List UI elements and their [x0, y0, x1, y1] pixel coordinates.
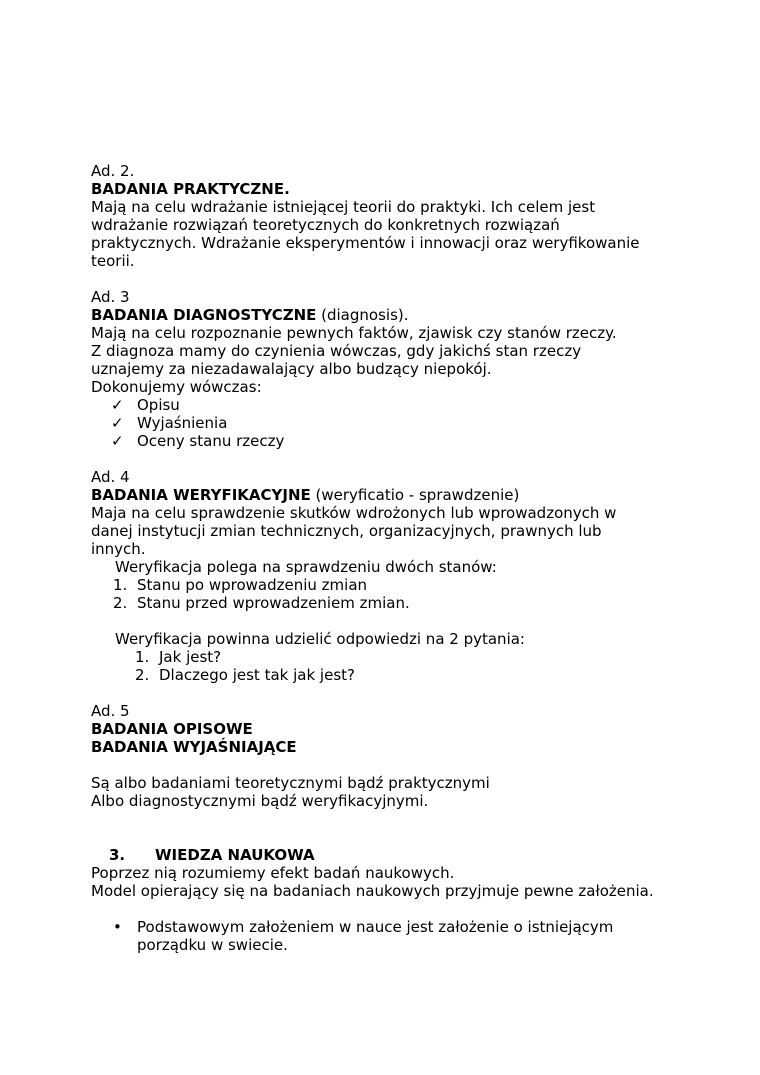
ad4-line-2: danej instytucji zmian technicznych, organizacyjnych, prawnych lub	[91, 522, 602, 540]
ad5-label: Ad. 5	[91, 702, 130, 720]
section-3-line-1: Poprzez nią rozumiemy efekt badań naukowych.	[91, 864, 455, 882]
ad3-line-1: Mają na celu rozpoznanie pewnych faktów, zjawisk czy stanów rzeczy.	[91, 324, 617, 342]
ad4-indent-line-2: Weryfikacja powinna udzielić odpowiedzi na 2 pytania:	[115, 630, 525, 648]
list-item: ✓ Oceny stanu rzeczy	[111, 432, 285, 450]
list-item: ✓ Wyjaśnienia	[111, 414, 228, 432]
list-item: • Podstawowym założeniem w nauce jest założenie o istniejącym porządku w swiecie.	[113, 918, 614, 954]
list-item: 2. Stanu przed wprowadzeniem zmian.	[113, 594, 410, 612]
ad2-line-2: wdrażanie rozwiązań teoretycznych do konkretnych rozwiązań	[91, 216, 560, 234]
list-item: ✓ Opisu	[111, 396, 180, 414]
ad5-heading-2: BADANIA WYJAŚNIAJĄCE	[91, 738, 297, 756]
ad3-line-3: uznajemy za niezadawalający albo budzący niepokój.	[91, 360, 492, 378]
ad4-heading-line	[91, 486, 691, 504]
ad3-line-4: Dokonujemy wówczas:	[91, 378, 262, 396]
ad3-label: Ad. 3	[91, 288, 130, 306]
ad2-label: Ad. 2.	[91, 162, 135, 180]
document-page	[91, 162, 691, 954]
ad5-line-1: Są albo badaniami teoretycznymi bądź praktycznymi	[91, 774, 490, 792]
ad4-line-1: Maja na celu sprawdzenie skutków wdrożonych lub wprowadzonych w	[91, 504, 617, 522]
ad2-line-3: praktycznych. Wdrażanie eksperymentów i innowacji oraz weryfikowanie	[91, 234, 640, 252]
ad4-heading-suffix: (weryficatio - sprawdzenie)	[310, 486, 520, 504]
section-3-heading	[91, 846, 691, 864]
ad2-line-1: Mają na celu wdrażanie istniejącej teorii do praktyki. Ich celem jest	[91, 198, 596, 216]
checkmark-icon: ✓	[111, 432, 124, 450]
ad2-line-4: teorii.	[91, 252, 135, 270]
list-item: 1. Stanu po wprowadzeniu zmian	[113, 576, 368, 594]
list-item: 1. Jak jest?	[135, 648, 222, 666]
checkmark-icon: ✓	[111, 396, 124, 414]
ad4-label: Ad. 4	[91, 468, 130, 486]
ad3-heading: BADANIA DIAGNOSTYCZNE	[91, 306, 317, 324]
section-3-line-2: Model opierający się na badaniach naukowych przyjmuje pewne założenia.	[91, 882, 654, 900]
bullet-icon: •	[113, 918, 122, 936]
ad2-heading: BADANIA PRAKTYCZNE.	[91, 180, 290, 198]
ad3-heading-line	[91, 306, 691, 324]
checkmark-icon: ✓	[111, 414, 124, 432]
ad4-heading: BADANIA WERYFIKACYJNE	[91, 486, 311, 504]
section-3-number: 3.	[109, 846, 126, 864]
ad4-indent-line: Weryfikacja polega na sprawdzeniu dwóch stanów:	[115, 558, 497, 576]
ad4-line-3: innych.	[91, 540, 146, 558]
ad3-line-2: Z diagnoza mamy do czynienia wówczas, gdy jakichś stan rzeczy	[91, 342, 582, 360]
list-item: 2. Dlaczego jest tak jak jest?	[135, 666, 355, 684]
section-3-title: WIEDZA NAUKOWA	[155, 846, 315, 864]
ad5-heading-1: BADANIA OPISOWE	[91, 720, 253, 738]
ad5-line-2: Albo diagnostycznymi bądź weryfikacyjnymi.	[91, 792, 429, 810]
ad3-heading-suffix: (diagnosis).	[316, 306, 409, 324]
